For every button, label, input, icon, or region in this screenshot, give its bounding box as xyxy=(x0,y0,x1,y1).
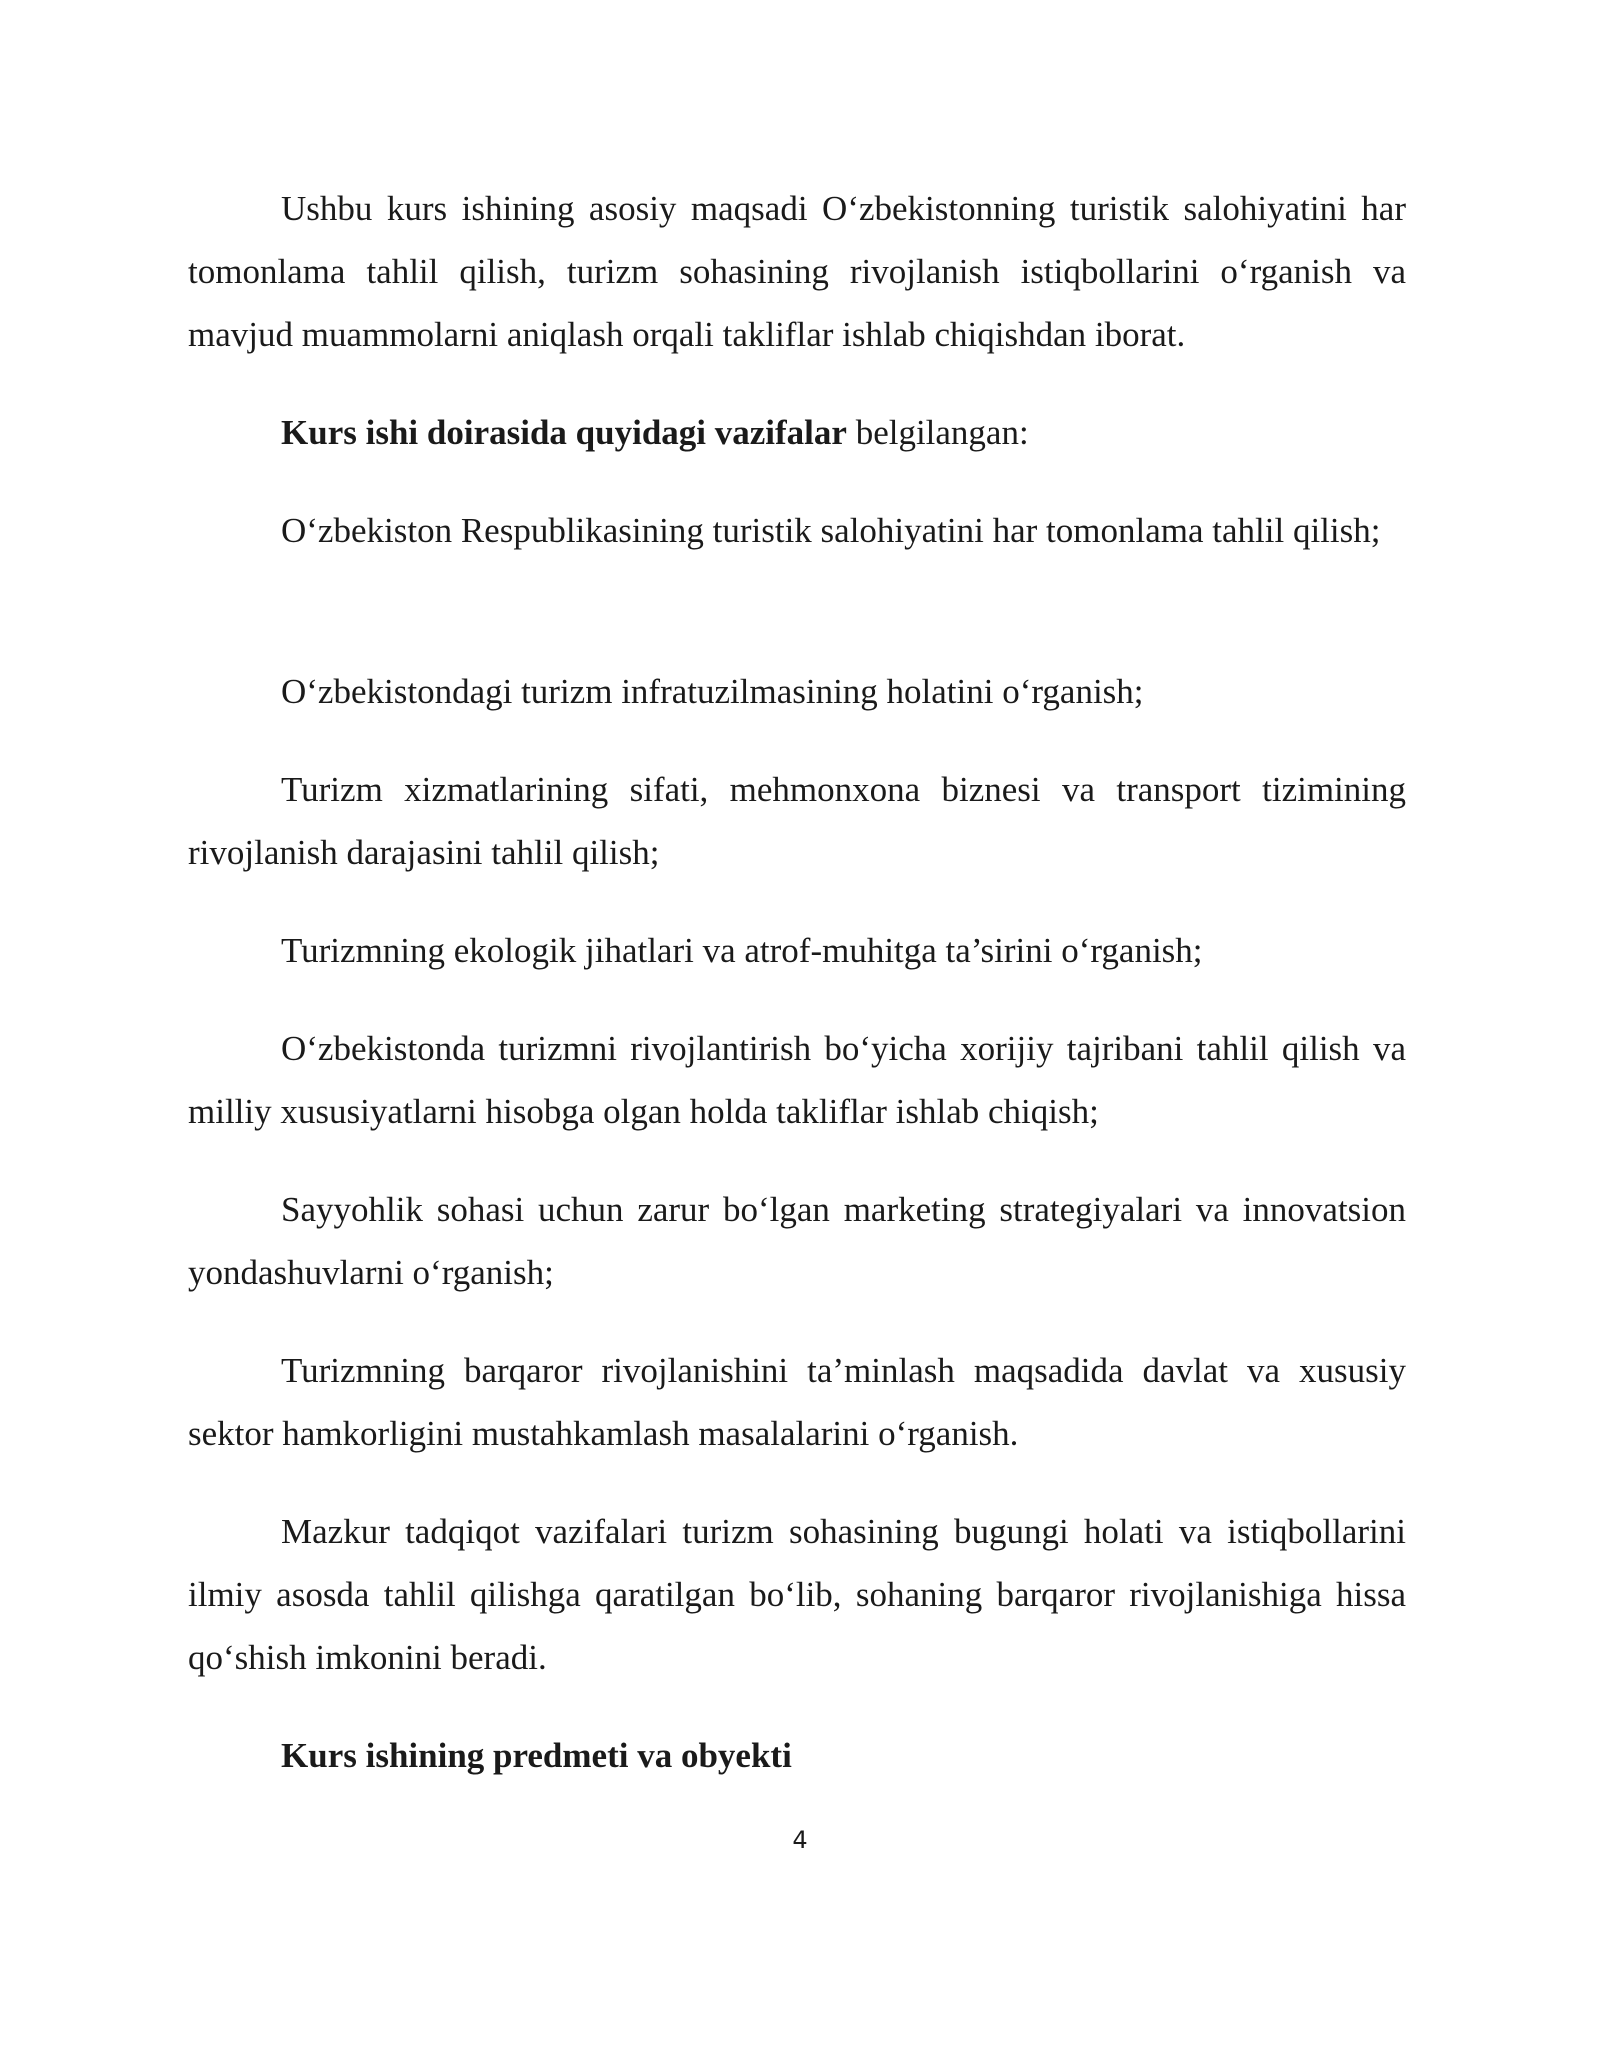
task-item-2: O‘zbekistondagi turizm infratuzilmasining holatini o‘rganish; xyxy=(281,672,1144,711)
task-item-5: O‘zbekistonda turizmni rivojlantirish bo‘yicha xorijiy tajribani tahlil qilish va milliy xususiyatlarni hisobga olgan holda takliflar ishlab chiqish; xyxy=(188,1029,1406,1131)
task-item-3: Turizm xizmatlarining sifati, mehmonxona biznesi va transport tizimining rivojlanish darajasini tahlil qilish; xyxy=(188,770,1406,872)
page-number: 4 xyxy=(792,1826,808,1854)
paragraph-main-goal: Ushbu kurs ishining asosiy maqsadi O‘zbekistonning turistik salohiyatini har tomonlama tahlil qilish, turizm sohasining rivojlanish istiqbollarini o‘rganish va mavjud muammolarni aniqlash orqali takliflar ishlab chiqishdan iborat. xyxy=(188,189,1406,354)
paragraph-tasks-intro xyxy=(188,401,1406,464)
task-item-7: Turizmning barqaror rivojlanishini ta’minlash maqsadida davlat va xususiy sektor hamkorligini mustahkamlash masalalarini o‘rganish. xyxy=(188,1351,1406,1453)
task-item-6: Sayyohlik sohasi uchun zarur bo‘lgan marketing strategiyalari va innovatsion yondashuvlarni o‘rganish; xyxy=(188,1190,1406,1292)
paragraph-conclusion: Mazkur tadqiqot vazifalari turizm sohasining bugungi holati va istiqbollarini ilmiy asosda tahlil qilishga qaratilgan bo‘lib, sohaning barqaror rivojlanishiga hissa qo‘shish imkonini beradi. xyxy=(188,1512,1406,1677)
section-heading: Kurs ishining predmeti va obyekti xyxy=(281,1736,792,1775)
tasks-intro-bold: Kurs ishi doirasida quyidagi vazifalar xyxy=(281,413,847,452)
task-item-4: Turizmning ekologik jihatlari va atrof-muhitga ta’sirini o‘rganish; xyxy=(281,931,1203,970)
tasks-intro-rest: belgilangan: xyxy=(846,413,1029,452)
task-item-1: O‘zbekiston Respublikasining turistik salohiyatini har tomonlama tahlil qilish; xyxy=(281,511,1381,550)
